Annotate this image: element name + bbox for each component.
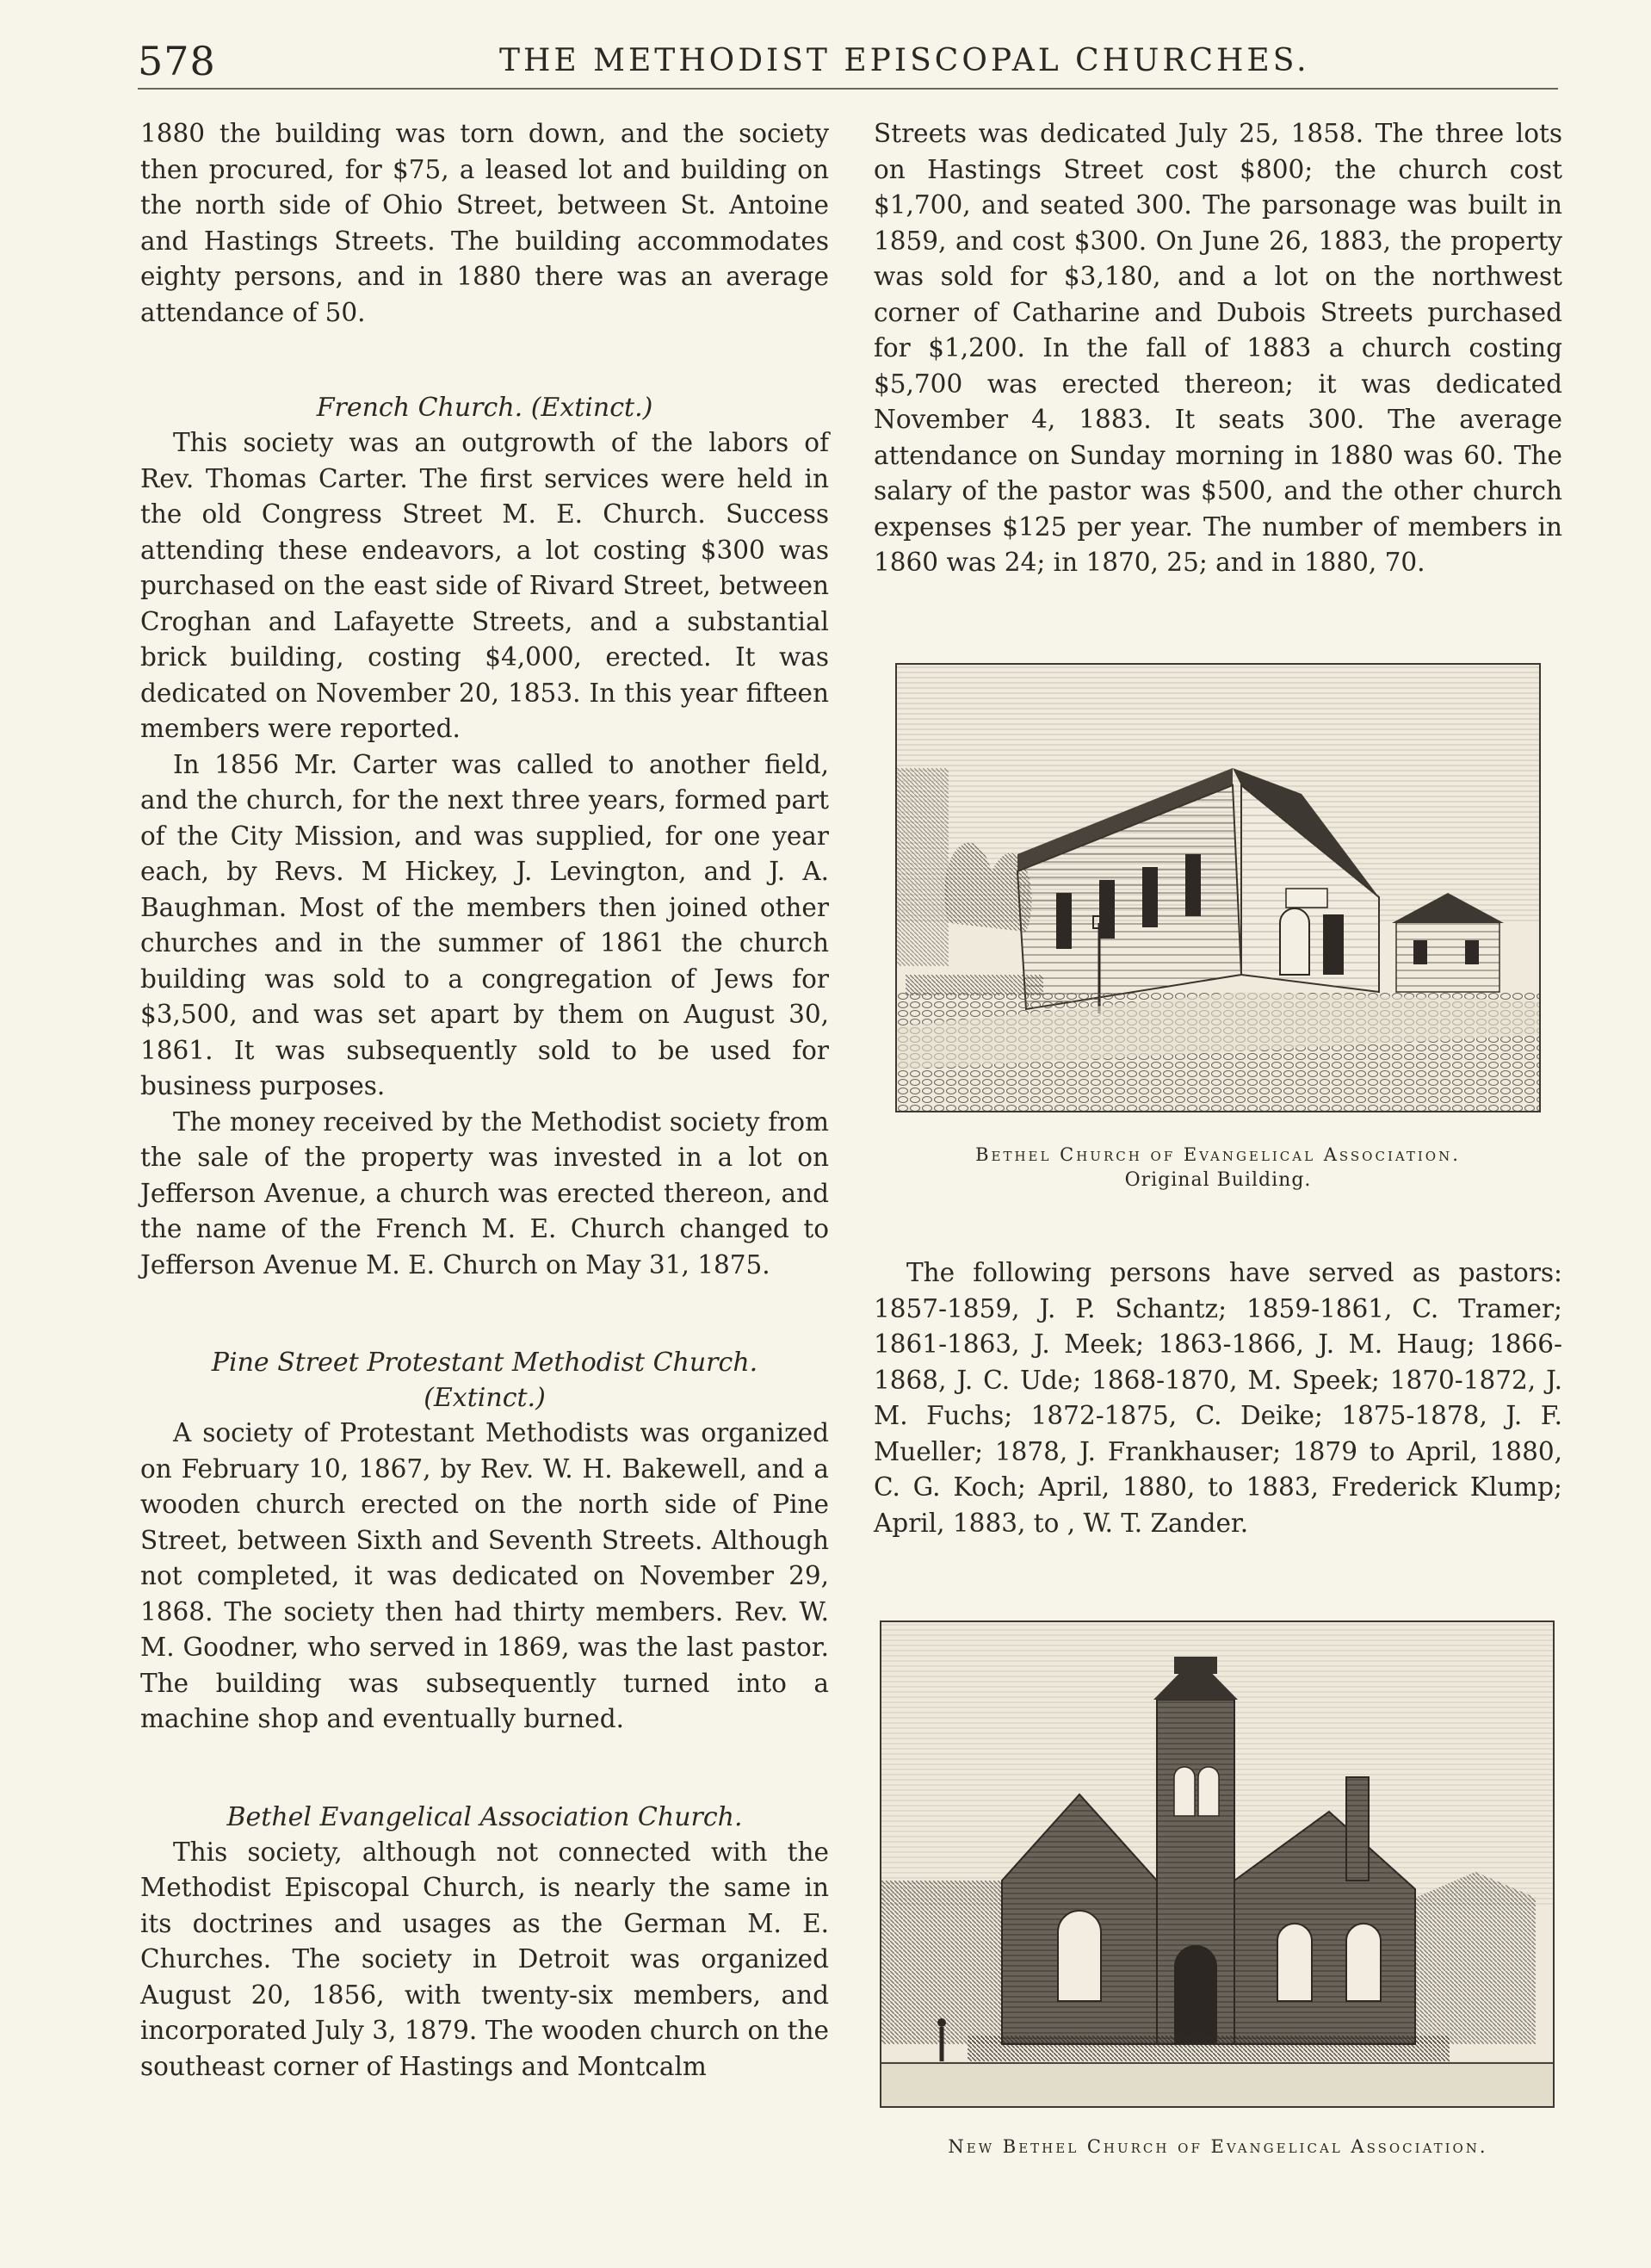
header-rule (138, 88, 1558, 90)
original-building-engraving (895, 663, 1541, 1112)
figure1-caption-subtitle: Original Building. (1124, 1169, 1312, 1191)
new-church-illustration (881, 1622, 1553, 2106)
figure1-caption (874, 1142, 1562, 1193)
pastors-section (874, 1255, 1562, 1541)
pastors-paragraph: The following persons have served as pastors: 1857-1859, J. P. Schantz; 1859-1861, C. Tramer; 1861-1863, J. Meek; 1863-1866, J. M. Haug; 1866-1868, J. C. Ude; 1868-1870, M. Speek; 1870-1872, J. M. Fuchs; 1872-1875, C. Deike; 1875-1878, J. F. Mueller; 1878, J. Frankhauser; 1879 to April, 1880, C. G. Koch; April, 1880, to 1883, Frederick Klump; April, 1883, to , W. T. Zander. (874, 1258, 1562, 1538)
pine-street-heading-extinct: (Extinct.) (424, 1383, 546, 1413)
pine-street-heading: Pine Street Protestant Methodist Church. (211, 1348, 758, 1378)
pine-street-paragraph: A society of Protestant Methodists was organized on February 10, 1867, by Rev. W. H. Bakewell, and a wooden church erected on the north side of Pine Street, between Sixth and Seventh Streets. Although not completed, it was dedicated on November 29, 1868. The society then had thirty members. Rev. W. M. Goodner, who served in 1869, was the last pastor. The building was subsequently turned into a machine shop and eventually burned. (140, 1418, 829, 1733)
figure2-caption: New Bethel Church of Evangelical Association. (948, 2136, 1488, 2157)
french-church-paragraph-2: In 1856 Mr. Carter was called to another field, and the church, for the next three years, formed part of the City Mission, and was supplied, for one year each, by Revs. M Hickey, J. Levington, and J. A. Baughman. Most of the members then joined other churches and in the summer of 1861 the church building was sold to a congregation of Jews for $3,500, and was set apart by them on August 30, 1861. It was subsequently sold to be used for business purposes. (140, 749, 829, 1100)
running-title: THE METHODIST EPISCOPAL CHURCHES. (499, 43, 1310, 78)
french-church-paragraph-1: This society was an outgrowth of the labors of Rev. Thomas Carter. The first services were held in the old Congress Street M. E. Church. Success attending these endeavors, a lot costing $300 was purchased on the east side of Rivard Street, between Croghan and Lafayette Streets, and a substantial brick building, costing $4,000, erected. It was dedicated on November 20, 1853. In this year fifteen members were reported. (140, 428, 829, 743)
new-church-engraving (880, 1620, 1555, 2108)
page-number: 578 (138, 38, 216, 84)
bethel-paragraph: This society, although not connected with the Methodist Episcopal Church, is nearly the same in its doctrines and usages as the German M. E. Churches. The society in Detroit was organized August 20, 1856, with twenty-six members, and incorporated July 3, 1879. The wooden church on the southeast corner of Hastings and Montcalm (140, 1837, 829, 2081)
french-church-heading: French Church. (Extinct.) (316, 393, 653, 423)
bethel-continuation-paragraph: Streets was dedicated July 25, 1858. The three lots on Hastings Street cost $800; the church cost $1,700, and seated 300. The parsonage was built in 1859, and cost $300. On June 26, 1883, the property was sold for $3,180, and a lot on the northwest corner of Catharine and Dubois Streets purchased for $1,200. In the fall of 1883 a church costing $5,700 was erected thereon; it was dedicated November 4, 1883. It seats 300. The average attendance on Sunday morning in 1880 was 60. The salary of the pastor was $500, and the other church expenses $125 per year. The number of members in 1860 was 24; in 1870, 25; and in 1880, 70. (874, 119, 1562, 577)
running-head (138, 34, 1558, 95)
right-column (874, 116, 1562, 581)
french-church-paragraph-3: The money received by the Methodist society from the sale of the property was invested in a lot on Jefferson Avenue, a church was erected thereon, and the name of the French M. E. Church changed to Jefferson Avenue M. E. Church on May 31, 1875. (140, 1106, 829, 1280)
left-column (140, 116, 829, 2085)
figure1-caption-title: Bethel Church of Evangelical Association. (975, 1144, 1461, 1165)
bethel-heading: Bethel Evangelical Association Church. (226, 1801, 743, 1832)
intro-paragraph: 1880 the building was torn down, and the society then procured, for $75, a leased lot and building on the north side of Ohio Street, between St. Antoine and Hastings Streets. The building accommodates eighty persons, and in 1880 there was an average attendance of 50. (140, 119, 829, 327)
original-building-illustration (897, 665, 1539, 1111)
